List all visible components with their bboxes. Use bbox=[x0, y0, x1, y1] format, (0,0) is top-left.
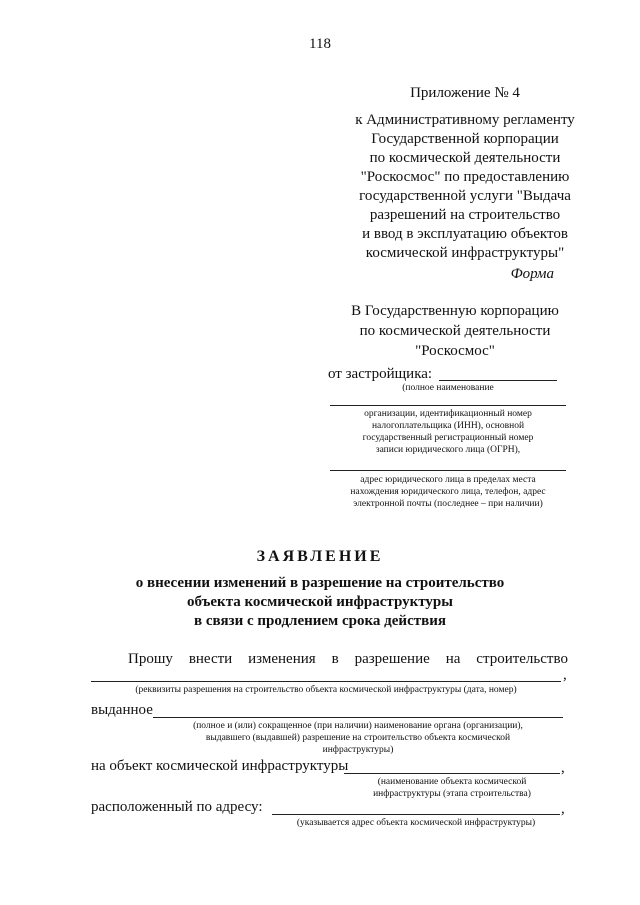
hint-text: выдавшего (выдавшей) разрешение на строительство объекта космической bbox=[205, 733, 511, 743]
developer-name-field[interactable] bbox=[439, 380, 557, 381]
hint-text: адрес юридического лица в пределах места bbox=[360, 475, 536, 485]
hint-text: (указывается адрес объекта космической инфраструктуры) bbox=[296, 818, 536, 828]
appendix-line: космической инфраструктуры" bbox=[365, 245, 565, 261]
addressee-line: В Государственную корпорацию bbox=[351, 303, 559, 319]
appendix-line: государственной услуги "Выдача bbox=[359, 188, 571, 204]
object-address-field[interactable] bbox=[272, 814, 560, 815]
appendix-line: Государственной корпорации bbox=[371, 131, 559, 147]
request-word: изменения bbox=[248, 651, 316, 667]
request-word: внести bbox=[188, 651, 233, 667]
hint-text: (полное наименование bbox=[402, 383, 494, 393]
subtitle-line: объекта космической инфраструктуры bbox=[187, 594, 453, 610]
subtitle-line: в связи с продлением срока действия bbox=[194, 613, 446, 629]
issued-label: выданное bbox=[91, 702, 153, 718]
comma: , bbox=[561, 801, 565, 817]
from-developer-label: от застройщика: bbox=[328, 366, 433, 382]
hint-text: нахождения юридического лица, телефон, адрес bbox=[350, 487, 546, 497]
developer-address-field[interactable] bbox=[330, 470, 566, 471]
permit-details-field[interactable] bbox=[91, 681, 561, 682]
object-hint bbox=[344, 776, 560, 800]
statement-title: ЗАЯВЛЕНИЕ bbox=[256, 548, 384, 565]
developer-hint-2 bbox=[330, 408, 566, 456]
hint-text: государственный регистрационный номер bbox=[362, 433, 534, 443]
addressee-line: по космической деятельности bbox=[359, 323, 551, 339]
hint-text: налогоплательщика (ИНН), основной bbox=[371, 421, 525, 431]
hint-text: инфраструктуры) bbox=[322, 745, 394, 755]
appendix-line: разрешений на строительство bbox=[369, 207, 561, 223]
hint-text: организации, идентификационный номер bbox=[364, 409, 532, 419]
hint-text: инфраструктуры (этапа строительства) bbox=[373, 789, 531, 799]
request-text bbox=[128, 651, 568, 668]
hint-text: записи юридического лица (ОГРН), bbox=[375, 445, 521, 455]
appendix-block bbox=[350, 84, 580, 263]
statement-subtitle bbox=[0, 574, 640, 631]
appendix-line: и ввод в эксплуатацию объектов bbox=[362, 226, 568, 242]
developer-hint-3 bbox=[330, 474, 566, 510]
subtitle-line: о внесении изменений в разрешение на строительство bbox=[135, 575, 505, 591]
address-hint bbox=[272, 817, 560, 829]
page-number: 118 bbox=[309, 36, 331, 52]
address-label: расположенный по адресу: bbox=[91, 799, 263, 815]
request-word: Прошу bbox=[128, 651, 173, 667]
hint-text: (наименование объекта космической bbox=[377, 777, 527, 787]
developer-hint-1 bbox=[330, 382, 566, 394]
addressee-line: "Роскосмос" bbox=[415, 343, 495, 359]
addressee-block bbox=[320, 301, 590, 361]
developer-details-field[interactable] bbox=[330, 405, 566, 406]
appendix-line: "Роскосмос" по предоставлению bbox=[360, 169, 570, 185]
request-word: разрешение bbox=[354, 651, 430, 667]
hint-text: электронной почты (последнее – при наличии) bbox=[353, 499, 543, 509]
object-label: на объект космической инфраструктуры bbox=[91, 758, 349, 774]
request-word: в bbox=[331, 651, 339, 667]
appendix-title: Приложение № 4 bbox=[410, 85, 520, 101]
hint-text: (полное и (или) сокращенное (при наличии) наименование органа (организации), bbox=[193, 721, 523, 731]
appendix-line: к Административному регламенту bbox=[355, 112, 575, 128]
hint-text: (реквизиты разрешения на строительство объекта космической инфраструктуры (дата, номер) bbox=[135, 685, 517, 695]
form-label: Форма bbox=[510, 266, 554, 282]
permit-hint bbox=[91, 684, 561, 696]
request-word: на bbox=[445, 651, 461, 667]
issuing-authority-field[interactable] bbox=[153, 717, 563, 718]
object-name-field[interactable] bbox=[344, 773, 560, 774]
issued-hint bbox=[153, 720, 563, 756]
comma: , bbox=[563, 667, 567, 683]
appendix-line: по космической деятельности bbox=[369, 150, 561, 166]
comma: , bbox=[561, 760, 565, 776]
request-word: строительство bbox=[476, 651, 568, 667]
